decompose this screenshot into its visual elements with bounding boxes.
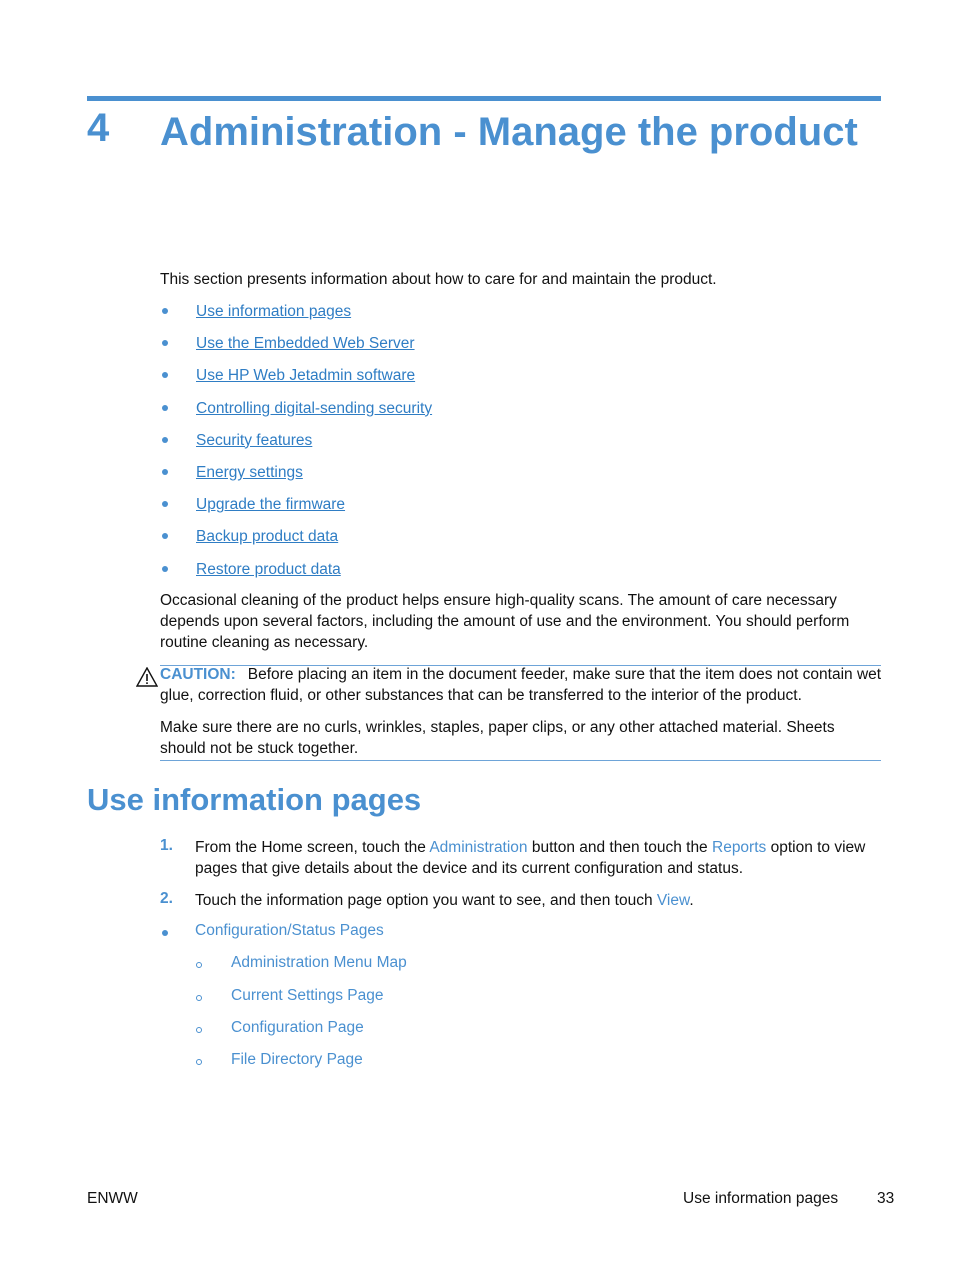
- list-item: [160, 430, 432, 462]
- circle-bullet-icon: [196, 995, 202, 1001]
- step-text-part: button and then touch the: [527, 839, 712, 856]
- bullet-icon: [162, 501, 168, 507]
- bullet-icon: [162, 469, 168, 475]
- cleaning-paragraph: Occasional cleaning of the product helps ensure high-quality scans. The amount of care necessary depends upon several factors, including the amount of use and the environment. You should perform routine cleaning as necessary.: [160, 592, 850, 651]
- sub-list-item: File Directory Page: [231, 1051, 363, 1068]
- bullet-icon: [162, 372, 168, 378]
- footer-label: ENWW: [87, 1190, 138, 1207]
- bullet-icon: [162, 566, 168, 572]
- warning-icon: [136, 667, 158, 687]
- step-number: 2.: [160, 890, 173, 907]
- topic-link-jetadmin[interactable]: Use HP Web Jetadmin software: [196, 367, 416, 385]
- step-text-part: .: [689, 892, 694, 909]
- list-item: [160, 494, 432, 526]
- topic-list: [160, 301, 432, 591]
- step-text-part: option to view pages that give details about the device and its current configuration and status.: [195, 839, 866, 877]
- chapter-rule: [87, 96, 881, 101]
- circle-bullet-icon: [196, 1027, 202, 1033]
- intro-text: This section presents information about how to care for and maintain the product.: [160, 271, 717, 288]
- topic-link-energy[interactable]: Energy settings: [196, 463, 303, 481]
- sub-list-item: Configuration Page: [231, 1019, 364, 1036]
- list-item: [160, 398, 432, 430]
- caution-label: CAUTION:: [160, 666, 236, 683]
- bullet-icon: [162, 340, 168, 346]
- page-number: 33: [877, 1190, 895, 1207]
- list-item: [160, 462, 432, 494]
- topic-link-firmware[interactable]: Upgrade the firmware: [196, 496, 346, 514]
- bullet-icon: [162, 533, 168, 539]
- bullet-icon: [162, 930, 168, 936]
- list-item: [160, 559, 432, 591]
- step-text: [195, 890, 882, 911]
- circle-bullet-icon: [196, 1059, 202, 1065]
- topic-link-digital-sending[interactable]: Controlling digital-sending security: [196, 399, 433, 417]
- list-item: [160, 301, 432, 333]
- list-item: [160, 526, 432, 558]
- sub-list-item: Administration Menu Map: [231, 954, 407, 971]
- administration-button-ref: Administration: [429, 839, 528, 856]
- bullet-icon: [162, 405, 168, 411]
- sub-list-item: Current Settings Page: [231, 987, 384, 1004]
- chapter-number: 4: [87, 106, 110, 150]
- step-text: [195, 837, 882, 879]
- list-item: [160, 333, 432, 365]
- view-button-ref: View: [656, 892, 690, 909]
- step-number: 1.: [160, 837, 173, 854]
- footer-section: Use information pages: [683, 1190, 839, 1207]
- config-status-pages: Configuration/Status Pages: [195, 922, 384, 939]
- topic-link-backup[interactable]: Backup product data: [196, 528, 339, 546]
- reports-option-ref: Reports: [712, 839, 767, 856]
- topic-link-security[interactable]: Security features: [196, 431, 313, 449]
- chapter-title: Administration - Manage the product: [160, 110, 858, 154]
- caution-text-2: Make sure there are no curls, wrinkles, staples, paper clips, or any other attached material. Sheets should not be stuck together.: [160, 719, 835, 757]
- caution-text: [160, 664, 882, 706]
- list-item: [160, 365, 432, 397]
- topic-link-ews[interactable]: Use the Embedded Web Server: [196, 335, 415, 353]
- step-text-part: Touch the information page option you want to see, and then touch: [195, 892, 657, 909]
- caution-rule-bottom: [160, 760, 881, 761]
- topic-link-restore[interactable]: Restore product data: [196, 560, 341, 578]
- caution-body: Before placing an item in the document feeder, make sure that the item does not contain wet glue, correction fluid, or other substances that can be transferred to the interior of the product.: [160, 666, 882, 704]
- section-title: Use information pages: [87, 782, 422, 817]
- topic-link-info-pages[interactable]: Use information pages: [196, 303, 352, 320]
- bullet-icon: [162, 308, 168, 314]
- circle-bullet-icon: [196, 962, 202, 968]
- bullet-icon: [162, 437, 168, 443]
- step-text-part: From the Home screen, touch the: [195, 839, 430, 856]
